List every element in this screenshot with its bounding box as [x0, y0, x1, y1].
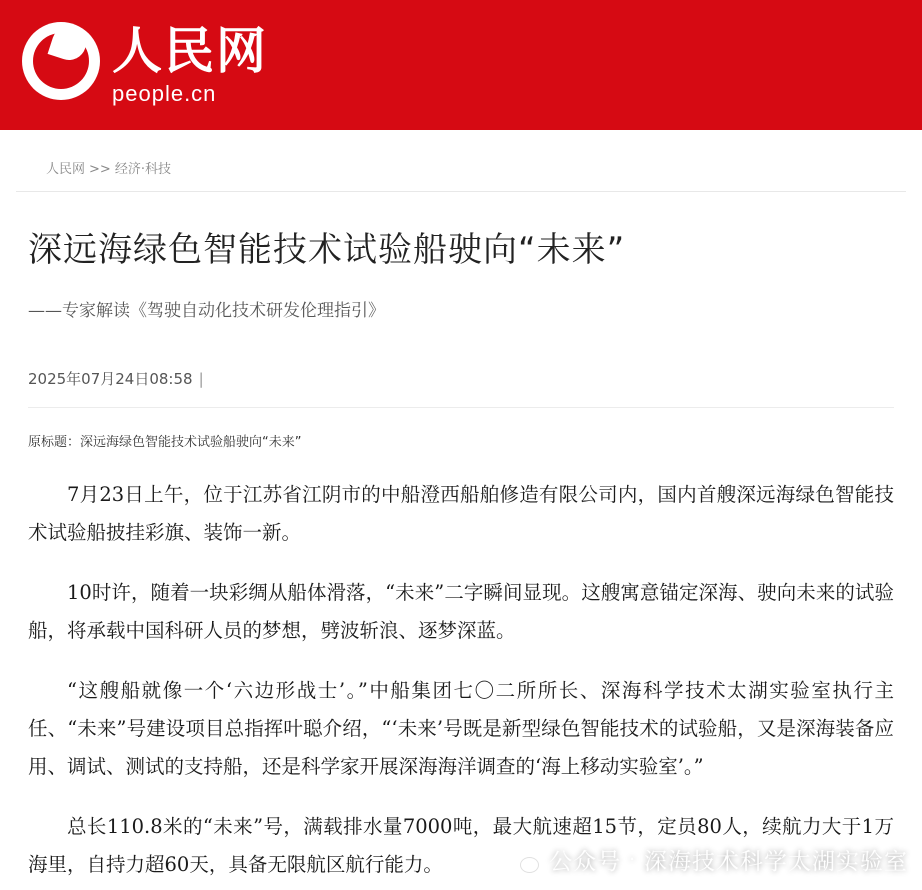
original-title-text: 深远海绿色智能技术试验船驶向“未来” — [80, 435, 302, 450]
article-container — [0, 226, 922, 884]
logo-text-block — [112, 22, 268, 106]
article-subtitle: ——专家解读《驾驶自动化技术研发伦理指引》 — [28, 301, 385, 321]
page-title: 深远海绿色智能技术试验船驶向“未来” — [28, 230, 626, 270]
people-logo-icon — [22, 22, 100, 100]
breadcrumb-home-link[interactable]: 人民网 — [46, 162, 86, 177]
article-paragraph: 总长110.8米的“未来”号，满载排水量7000吨，最大航速超15节，定员80人，续航力大于1万海里，自持力超60天，具备无限航区航行能力。 — [28, 815, 894, 876]
site-header — [0, 0, 922, 130]
breadcrumb — [16, 130, 906, 192]
original-title-label: 原标题： — [28, 435, 81, 450]
breadcrumb-section-link[interactable]: 经济·科技 — [114, 162, 171, 177]
wechat-icon — [509, 847, 539, 873]
logo-title-en: people.cn — [112, 81, 217, 106]
publish-date: 2025年07月24日08:58 — [28, 370, 193, 388]
article-meta — [28, 368, 894, 408]
watermark — [509, 843, 908, 876]
breadcrumb-separator: >> — [89, 162, 111, 177]
logo-title-cn: 人民网 — [112, 22, 268, 80]
watermark-account: 深海技术科学太湖实验室 — [644, 849, 908, 875]
watermark-label: 公众号 — [549, 849, 622, 875]
article-paragraph: “这艘船就像一个‘六边形战士’。”中船集团七〇二所所长、深海科学技术太湖实验室执行主任、“未来”号建设项目总指挥叶聪介绍，“‘未来’号既是新型绿色智能技术的试验船，又是深海装备应用、调试、测试的支持船，还是科学家开展深海海洋调查的‘海上移动实验室’。” — [28, 679, 894, 778]
article-paragraph: 7月23日上午，位于江苏省江阴市的中船澄西船舶修造有限公司内，国内首艘深远海绿色智能技术试验船披挂彩旗、装饰一新。 — [28, 483, 894, 544]
watermark-dot: · — [629, 849, 636, 870]
article-paragraph: 10时许，随着一块彩绸从船体滑落，“未来”二字瞬间显现。这艘寓意锚定深海、驶向未来的试验船，将承载中国科研人员的梦想，劈波斩浪、逐梦深蓝。 — [28, 581, 894, 642]
meta-divider: | — [198, 370, 204, 388]
original-title-row — [28, 432, 894, 454]
site-logo[interactable] — [22, 22, 268, 106]
